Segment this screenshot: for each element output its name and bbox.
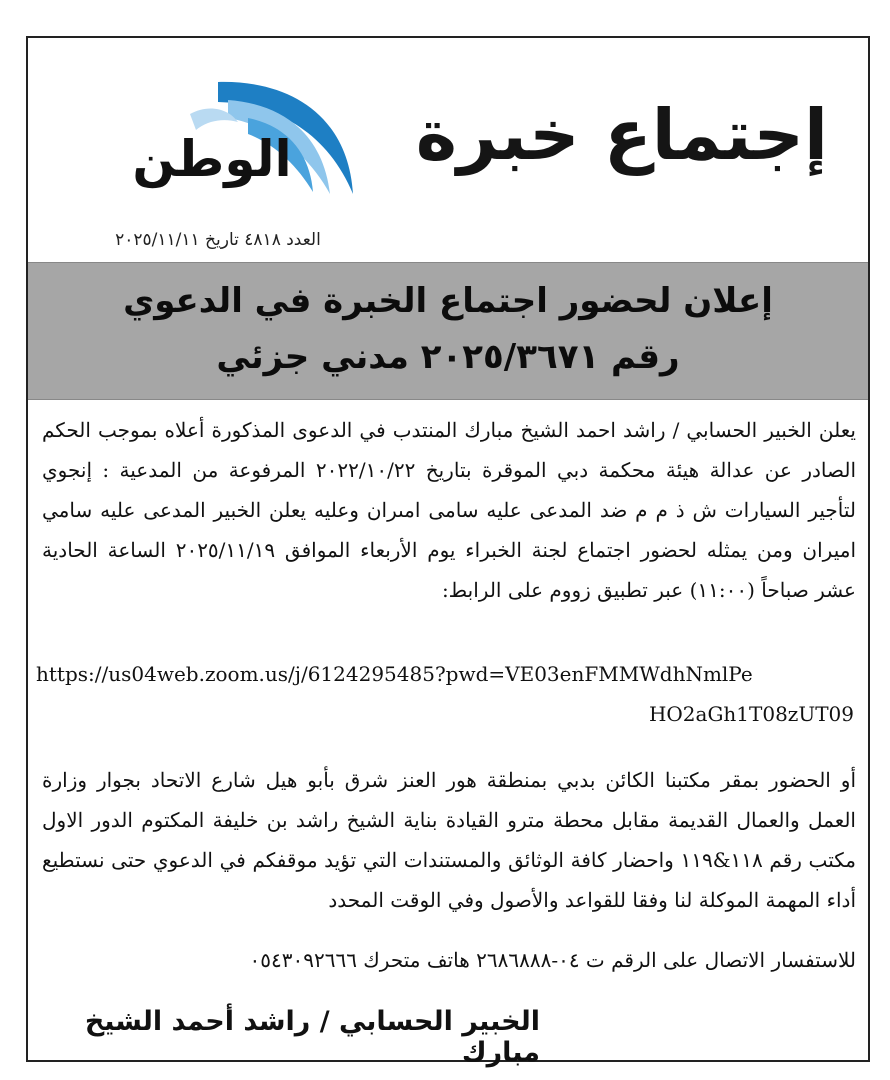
zoom-link-line-1[interactable]: https://us04web.zoom.us/j/6124295485?pwd=VE03enFMMWdhNmlPe (36, 662, 753, 686)
announcement-frame (26, 36, 870, 1068)
contact-line: للاستفسار الاتصال على الرقم ت ٠٤-٢٦٨٦٨٨٨ هاتف متحرك ٠٥٤٣٠٩٢٦٦٦ (249, 948, 856, 972)
signature: الخبير الحسابي / راشد أحمد الشيخ مبارك (84, 1006, 540, 1068)
paragraph-text: أو الحضور بمقر مكتبنا الكائن بدبي بمنطقة هور العنز شرق بأبو هيل شارع الاتحاد بجوار وزارة العمل والعمال القديمة مقابل محطة مترو القيادة بناية الشيخ راشد بن خليفة المكتوم الدور الاول مكتب رقم ١١٨&١١٩ واحضار كافة الوثائق والمستندات التي تؤيد موقفكم في الدعوي حتى نستطيع أداء المهمة الموكلة لنا وفقا للقواعد والأصول وفي الوقت المحدد (42, 768, 856, 912)
newspaper-logo (98, 74, 358, 250)
page-title: إجتماع خبرة (415, 94, 828, 176)
body-paragraph-2 (42, 740, 856, 1000)
zoom-link-line-2[interactable]: HO2aGh1T08zUT09 (648, 702, 854, 726)
announcement-banner (28, 262, 868, 400)
banner-line-2: رقم ٢٠٢٥/٣٦٧١ مدني جزئي (216, 337, 680, 377)
body-paragraph-1 (42, 410, 856, 610)
paragraph-text: يعلن الخبير الحسابي / راشد احمد الشيخ مبارك المنتدب في الدعوى المذكورة أعلاه بموجب الحكم الصادر عن عدالة هيئة محكمة دبي الموقرة بتاريخ ٢٠٢٢/١٠/٢٢ المرفوعة من المدعية : إنجوي لتأجير السيارات ش ذ م م ضد المدعى عليه سامى امىران وعليه يعلن الخبير المدعى عليه سامي اميران ومن يمثله لحضور اجتماع لجنة الخبراء يوم الأربعاء الموافق ٢٠٢٥/١١/١٩ الساعة الحادية عشر صباحاً (١١:٠٠) عبر تطبيق زووم على الرابط: (42, 418, 856, 602)
issue-line: العدد ٤٨١٨ تاريخ ٢٠٢٥/١١/١١ (115, 230, 321, 250)
zoom-link[interactable] (36, 654, 860, 734)
header (28, 38, 868, 260)
logo-text: الوطن (132, 130, 292, 188)
banner-line-1: إعلان لحضور اجتماع الخبرة في الدعوي (123, 281, 773, 321)
